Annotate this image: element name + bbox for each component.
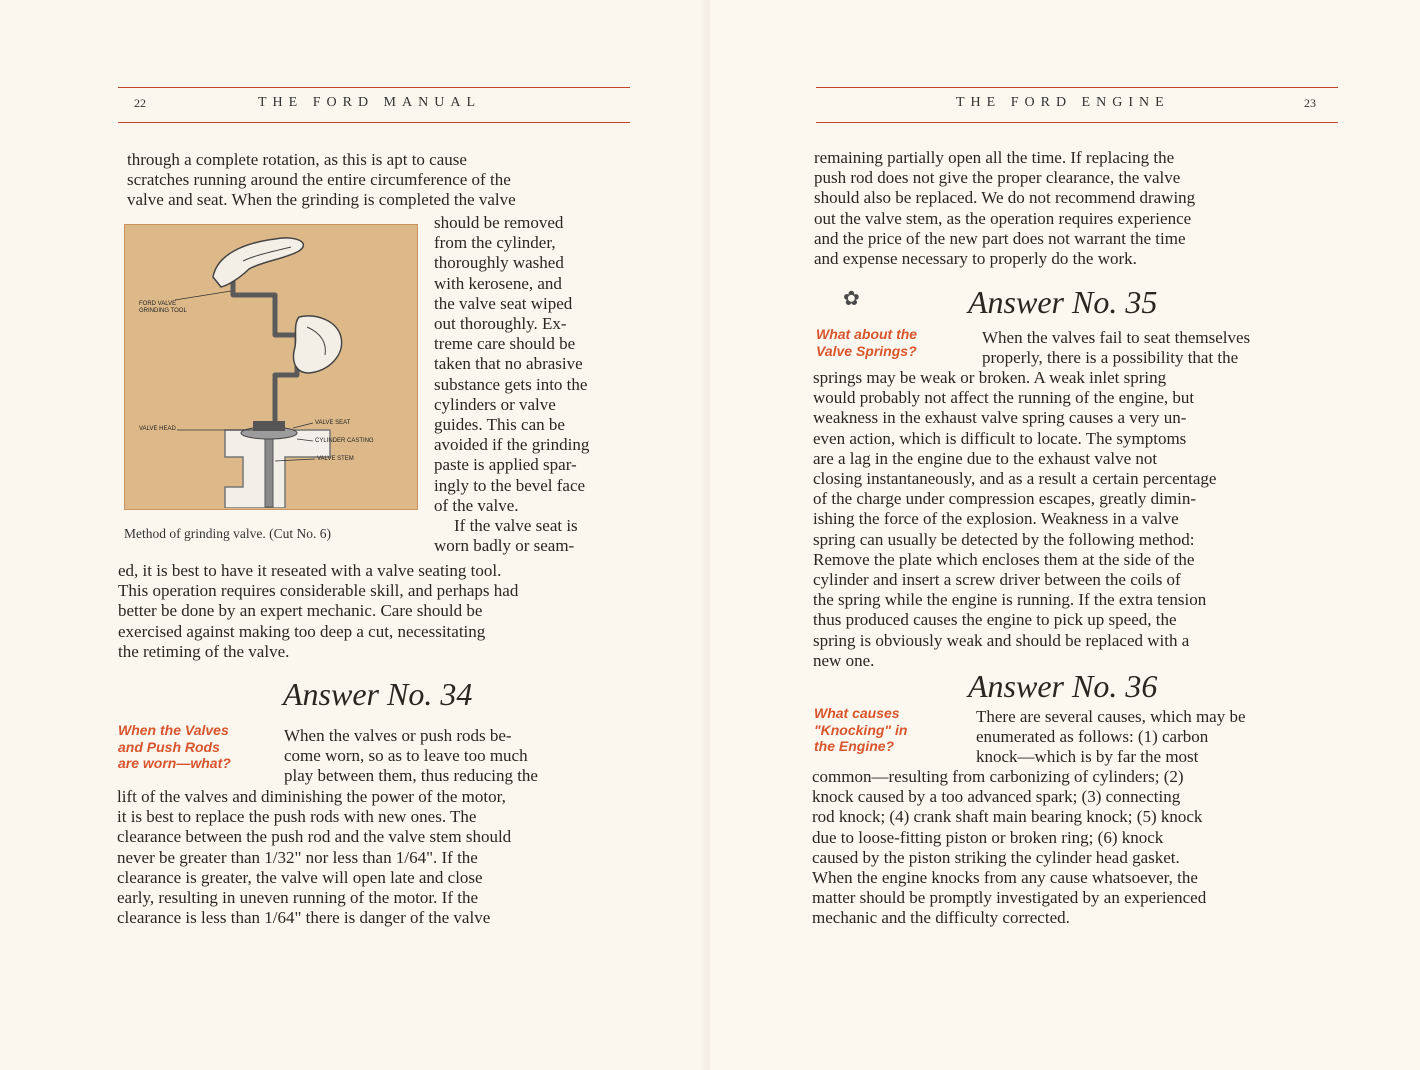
text-line: cylinder and insert a screw driver between the coils of bbox=[813, 570, 1181, 590]
text-line: taken that no abrasive bbox=[434, 354, 583, 374]
text-line: thoroughly washed bbox=[434, 253, 564, 273]
ink-blot-icon: ✿ bbox=[843, 288, 860, 310]
text-line: early, resulting in uneven running of the motor. If the bbox=[117, 888, 479, 908]
label-cylinder-casting: CYLINDER CASTING bbox=[315, 438, 374, 444]
text-line: clearance is less than 1/64" there is danger of the valve bbox=[117, 908, 491, 928]
text-line: spring can usually be detected by the following method: bbox=[813, 529, 1195, 549]
text-line: lift of the valves and diminishing the power of the motor, bbox=[117, 787, 506, 806]
paragraph-top bbox=[814, 148, 1321, 269]
text-line: it is best to replace the push rods with new ones. The bbox=[117, 807, 477, 827]
text-line: There are several causes, which may be bbox=[976, 707, 1246, 726]
answer-34-side-heading: When the Valves and Push Rods are worn—what? bbox=[118, 722, 231, 771]
label-valve-head: VALVE HEAD bbox=[139, 426, 176, 432]
text-line: are a lag in the engine due to the exhaust valve not bbox=[813, 448, 1158, 468]
answer-35-intro bbox=[982, 328, 1318, 368]
paragraph-top bbox=[127, 150, 630, 211]
answer-35-title: Answer No. 35 bbox=[968, 284, 1158, 320]
text-line: through a complete rotation, as this is apt to cause bbox=[127, 150, 467, 169]
label-valve-seat: VALVE SEAT bbox=[315, 420, 351, 426]
text-line: This operation requires considerable skill, and perhaps had bbox=[118, 581, 519, 601]
answer-35-side-heading: What about the Valve Springs? bbox=[816, 326, 918, 359]
text-line: Remove the plate which encloses them at the side of the bbox=[813, 549, 1195, 569]
text-line: should also be replaced. We do not recommend drawing bbox=[814, 188, 1196, 208]
text-line: common—resulting from carbonizing of cylinders; (2) bbox=[812, 767, 1184, 786]
page-number: 22 bbox=[134, 96, 146, 110]
header-rule-bottom bbox=[118, 122, 630, 123]
text-line: guides. This can be bbox=[434, 415, 565, 435]
text-line: paste is applied spar- bbox=[434, 455, 577, 475]
text-line: exercised against making too deep a cut, necessitating bbox=[118, 621, 486, 641]
running-title: THE FORD MANUAL bbox=[258, 95, 481, 110]
paragraph-reseat bbox=[118, 561, 624, 662]
right-page-header bbox=[816, 87, 1338, 123]
text-line: knock—which is by far the most bbox=[976, 747, 1199, 767]
header-rule-top bbox=[816, 87, 1338, 88]
text-line: remaining partially open all the time. If replacing the bbox=[814, 148, 1175, 167]
text-line: better be done by an expert mechanic. Care should be bbox=[118, 601, 483, 621]
text-line: springs may be weak or broken. A weak inlet spring bbox=[813, 368, 1167, 387]
answer-36-body bbox=[812, 767, 1318, 929]
text-line: enumerated as follows: (1) carbon bbox=[976, 727, 1209, 747]
text-line: ingly to the bevel face bbox=[434, 475, 586, 495]
text-line: of the charge under compression escapes, greatly dimin- bbox=[813, 489, 1196, 509]
text-line: When the valves fail to seat themselves bbox=[982, 328, 1251, 347]
text-line: When the engine knocks from any cause whatsoever, the bbox=[812, 868, 1198, 888]
text-line: the valve seat wiped bbox=[434, 293, 573, 313]
text-line: When the valves or push rods be- bbox=[284, 726, 512, 745]
text-line: treme care should be bbox=[434, 334, 576, 354]
text-line: valve and seat. When the grinding is completed the valve bbox=[127, 190, 516, 210]
answer-36-side-heading: What causes "Knocking" in the Engine? bbox=[814, 705, 908, 754]
text-line: and the price of the new part does not warrant the time bbox=[814, 228, 1186, 248]
answer-34-title: Answer No. 34 bbox=[283, 676, 473, 712]
text-line: and expense necessary to properly do the work. bbox=[814, 249, 1137, 269]
text-line: clearance is greater, the valve will open late and close bbox=[117, 867, 483, 887]
running-title: THE FORD ENGINE bbox=[956, 95, 1170, 110]
text-line: scratches running around the entire circumference of the bbox=[127, 170, 511, 190]
text-line: clearance between the push rod and the valve stem should bbox=[117, 827, 512, 847]
header-rule-top bbox=[118, 87, 630, 88]
text-line: out thoroughly. Ex- bbox=[434, 314, 567, 334]
valve-grinding-illustration bbox=[124, 224, 418, 510]
text-line: even action, which is difficult to locate. The symptoms bbox=[813, 428, 1187, 448]
text-line: If the valve seat is bbox=[454, 516, 578, 536]
text-line: ishing the force of the explosion. Weakness in a valve bbox=[813, 509, 1179, 529]
left-page-header bbox=[118, 87, 630, 123]
text-line: push rod does not give the proper clearance, the valve bbox=[814, 168, 1181, 188]
text-line: new one. bbox=[813, 650, 875, 670]
text-line: would probably not affect the running of the engine, but bbox=[813, 388, 1195, 408]
text-line: avoided if the grinding bbox=[434, 435, 590, 455]
text-line: come worn, so as to leave too much bbox=[284, 746, 528, 766]
text-line: of the valve. bbox=[434, 495, 519, 515]
page-number: 23 bbox=[1304, 96, 1316, 110]
text-line: mechanic and the difficulty corrected. bbox=[812, 908, 1070, 928]
header-rule-bottom bbox=[816, 122, 1338, 123]
text-line: never be greater than 1/32" nor less than 1/64". If the bbox=[117, 847, 478, 867]
answer-34-intro bbox=[284, 726, 620, 787]
text-line: caused by the piston striking the cylinder head gasket. bbox=[812, 847, 1180, 867]
text-line: cylinders or valve bbox=[434, 394, 556, 414]
text-line: thus produced causes the engine to pick up speed, the bbox=[813, 610, 1177, 630]
text-line: the spring while the engine is running. If the extra tension bbox=[813, 590, 1207, 610]
text-line: properly, there is a possibility that the bbox=[982, 348, 1239, 368]
paragraph-side-text bbox=[434, 213, 627, 556]
illustration-drawing bbox=[125, 225, 416, 508]
answer-36-intro bbox=[976, 707, 1318, 768]
text-line: worn badly or seam- bbox=[434, 536, 575, 556]
text-line: weakness in the exhaust valve spring causes a very un- bbox=[813, 408, 1187, 428]
text-line: rod knock; (4) crank shaft main bearing knock; (5) knock bbox=[812, 807, 1203, 827]
text-line: ed, it is best to have it reseated with a valve seating tool. bbox=[118, 561, 502, 580]
answer-36-title: Answer No. 36 bbox=[968, 668, 1158, 704]
text-line: knock caused by a too advanced spark; (3) connecting bbox=[812, 787, 1181, 807]
text-line: play between them, thus reducing the bbox=[284, 766, 538, 786]
answer-34-body bbox=[117, 787, 621, 928]
figure-caption: Method of grinding valve. (Cut No. 6) bbox=[124, 526, 331, 541]
text-line: with kerosene, and bbox=[434, 273, 562, 293]
text-line: spring is obviously weak and should be replaced with a bbox=[813, 630, 1190, 650]
right-page bbox=[710, 0, 1420, 1070]
label-valve-stem: VALVE STEM bbox=[317, 456, 354, 462]
text-line: due to loose-fitting piston or broken ring; (6) knock bbox=[812, 827, 1164, 847]
text-line: out the valve stem, as the operation requires experience bbox=[814, 208, 1192, 228]
label-grinding-tool: FORD VALVE GRINDING TOOL bbox=[139, 301, 187, 314]
text-line: should be removed bbox=[434, 213, 564, 232]
text-line: from the cylinder, bbox=[434, 233, 556, 253]
answer-35-body bbox=[813, 368, 1319, 671]
text-line: substance gets into the bbox=[434, 374, 588, 394]
text-line: the retiming of the valve. bbox=[118, 641, 290, 661]
text-line: matter should be promptly investigated by an experienced bbox=[812, 888, 1207, 908]
text-line: closing instantaneously, and as a result a certain percentage bbox=[813, 469, 1217, 489]
